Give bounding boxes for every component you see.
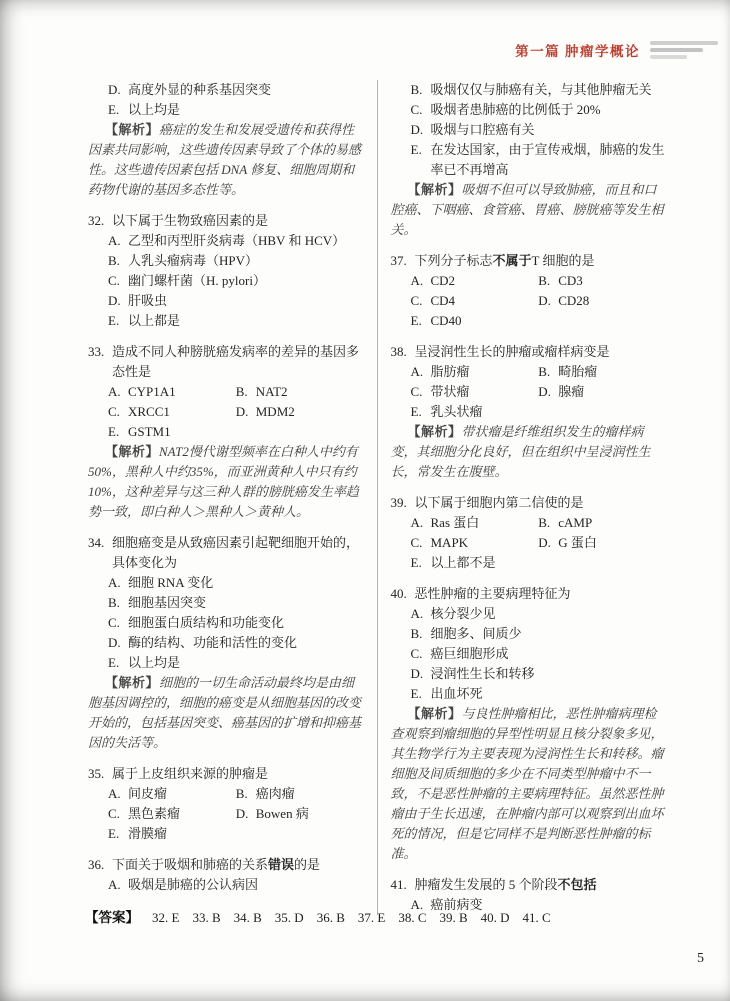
- question-stem: [88, 211, 364, 231]
- option-text: 滑膜瘤: [128, 826, 168, 841]
- stem-segment: 细胞癌变是从致癌因素引起靶细胞开始的，具体变化为: [112, 535, 360, 570]
- option-label: A.: [410, 606, 424, 621]
- option-text: CD3: [558, 273, 583, 288]
- option-label: E.: [410, 142, 422, 157]
- option: [411, 120, 667, 140]
- stem-segment: 以下属于生物致癌因素的是: [112, 213, 269, 228]
- answer-item: 40. D: [480, 910, 510, 925]
- option: [108, 593, 364, 613]
- question-stem: [88, 342, 364, 382]
- option-label: D.: [108, 635, 121, 650]
- option: [108, 382, 236, 402]
- page-header: [0, 40, 718, 60]
- option: [108, 613, 364, 633]
- option-label: A.: [108, 877, 121, 892]
- option-text: 幽门螺杆菌（H. pylori）: [128, 273, 266, 288]
- question-stem: [88, 533, 364, 573]
- stem-segment: 下列分子标志: [414, 253, 493, 268]
- options-group: [88, 231, 364, 331]
- option-label: A.: [108, 575, 121, 590]
- page-number: 5: [697, 951, 704, 966]
- option: [236, 382, 364, 402]
- option-text: 吸烟与口腔癌有关: [430, 122, 535, 137]
- option-text: 人乳头瘤病毒（HPV）: [128, 253, 259, 268]
- stem-segment: 呈浸润性生长的肿瘤或瘤样病变是: [414, 344, 610, 359]
- analysis-text: NAT2慢代谢型频率在白种人中约有50%，黑种人中约35%，而亚洲黄种人中只有约10%，这种差异与这三种人群的膀胱癌发生率趋势一致，即白种人＞黑种人＞黄种人。: [88, 444, 359, 519]
- content-area: [88, 80, 666, 912]
- option-label: D.: [108, 82, 121, 97]
- analysis-text: 带状瘤是纤维组织发生的瘤样病变，其细胞分化良好，但在组织中呈浸润性生长，常发生在腹壁。: [390, 424, 651, 479]
- option-text: CD28: [558, 293, 590, 308]
- stem-segment: 肿瘤发生发展的 5 个阶段: [414, 877, 558, 892]
- stem-segment: 错误: [268, 857, 295, 872]
- analysis-text: 与良性肿瘤相比，恶性肿瘤病理检查观察到瘤细胞的异型性明显且核分裂象多见，其生物学行为主要表现为浸润性生长和转移。瘤细胞及间质细胞的多少在不同类型肿瘤中不一致，不是恶性肿瘤的主要病理特征。虽然恶性肿瘤由于生长迅速，在肿瘤内部可以观察到出血坏死的情况，但是它同样不是判断恶性肿瘤的标准。: [390, 706, 664, 861]
- analysis-text: 癌症的发生和发展受遗传和获得性因素共同影响，这些遗传因素导致了个体的易感性。这些遗传因素包括 DNA 修复、细胞周期和药物代谢的基因多态性等。: [88, 122, 362, 197]
- option-label: D.: [235, 806, 249, 821]
- question-number: 41.: [390, 877, 407, 892]
- option-text: 吸烟者患肺癌的比例低于 20%: [430, 102, 601, 117]
- option-text: 间皮瘤: [128, 786, 168, 801]
- answer-item: 39. B: [439, 910, 468, 925]
- options-group: [88, 875, 364, 895]
- option-text: 细胞蛋白质结构和功能变化: [128, 615, 285, 630]
- option: [108, 100, 364, 120]
- option-text: 乳头状瘤: [430, 404, 483, 419]
- option: [411, 604, 667, 624]
- question-number: 38.: [390, 344, 407, 359]
- question-number: 36.: [88, 857, 105, 872]
- question-block: [88, 533, 364, 753]
- answer-item: 36. B: [316, 910, 345, 925]
- analysis-text: 细胞的一切生命活动最终均是由细胞基因调控的，细胞的癌变是从细胞基因的改变开始的，包括基因突变、癌基因的扩增和抑癌基因的失活等。: [88, 675, 362, 750]
- option-label: A.: [108, 384, 121, 399]
- option-text: 以上都是: [128, 313, 181, 328]
- option-text: CD2: [430, 273, 456, 288]
- option-label: C.: [108, 404, 120, 419]
- option-text: 以上均是: [128, 655, 181, 670]
- analysis-paragraph: [391, 180, 667, 240]
- option-label: B.: [410, 626, 423, 641]
- option-text: Bowen 病: [255, 806, 309, 821]
- option-text: 在发达国家，由于宣传戒烟，肺癌的发生率已不再增高: [430, 142, 665, 177]
- option: [538, 362, 666, 382]
- analysis-label: 【解析】: [105, 675, 160, 690]
- option: [236, 804, 364, 824]
- option: [108, 875, 364, 895]
- option: [538, 513, 666, 533]
- option: [411, 533, 539, 553]
- question-number: 34.: [88, 535, 105, 550]
- answer-item: 34. B: [233, 910, 262, 925]
- analysis-label: 【解析】: [407, 182, 462, 197]
- option: [108, 824, 236, 844]
- analysis-label: 【解析】: [407, 706, 462, 721]
- option: [108, 653, 364, 673]
- right-column: [391, 80, 667, 915]
- answer-item: 35. D: [274, 910, 304, 925]
- option: [108, 804, 236, 824]
- option-text: 细胞 RNA 变化: [128, 575, 214, 590]
- options-group: [88, 573, 364, 673]
- option-label: E.: [108, 102, 120, 117]
- option-label: C.: [410, 384, 423, 399]
- option-label: A.: [410, 273, 424, 288]
- option-label: B.: [108, 253, 120, 268]
- option-text: 以上都不是: [430, 555, 496, 570]
- option: [411, 80, 667, 100]
- option-text: 癌前病变: [430, 897, 483, 912]
- options-group: [391, 271, 667, 331]
- option: [108, 422, 236, 442]
- options-group: [391, 513, 667, 573]
- question-block: [88, 211, 364, 331]
- option: [108, 573, 364, 593]
- option-label: A.: [108, 233, 121, 248]
- option: [411, 100, 667, 120]
- option: [538, 291, 666, 311]
- analysis-paragraph: [391, 422, 667, 482]
- option: [108, 291, 364, 311]
- option-text: CYP1A1: [128, 384, 176, 399]
- option-label: B.: [538, 273, 551, 288]
- stem-segment: 以下属于细胞内第二信使的是: [414, 495, 584, 510]
- option: [411, 271, 539, 291]
- question-number: 40.: [390, 586, 407, 601]
- option-label: C.: [108, 273, 120, 288]
- option-label: B.: [538, 364, 551, 379]
- option-text: G 蛋白: [558, 535, 597, 550]
- options-group: [88, 382, 364, 442]
- option: [411, 140, 667, 180]
- question-number: 39.: [390, 495, 407, 510]
- page-header-title: 第一篇 肿瘤学概论: [515, 44, 640, 59]
- option: [538, 271, 666, 291]
- option-text: MAPK: [430, 535, 469, 550]
- analysis-text: 吸烟不但可以导致肺癌，而且和口腔癌、下咽癌、食管癌、胃癌、膀胱癌等发生相关。: [390, 182, 664, 237]
- option-label: E.: [410, 313, 422, 328]
- analysis-label: 【解析】: [105, 122, 160, 137]
- option-text: 带状瘤: [430, 384, 470, 399]
- option-text: 吸烟仅仅与肺癌有关，与其他肿瘤无关: [430, 82, 652, 97]
- stem-segment: 不属于: [492, 253, 532, 268]
- option-text: 肝吸虫: [128, 293, 168, 308]
- question-block: [391, 584, 667, 864]
- question-stem: [88, 764, 364, 784]
- option-label: D.: [538, 535, 551, 550]
- analysis-label: 【解析】: [105, 444, 160, 459]
- answer-item: 33. B: [192, 910, 221, 925]
- option-label: B.: [235, 786, 248, 801]
- option: [411, 311, 539, 331]
- option-text: 脂肪瘤: [430, 364, 470, 379]
- question-stem: [391, 875, 667, 895]
- stem-segment: 的是: [294, 857, 321, 872]
- option-label: A.: [108, 786, 121, 801]
- option-label: D.: [235, 404, 249, 419]
- analysis-label: 【解析】: [407, 424, 462, 439]
- question-stem: [391, 584, 667, 604]
- option-label: D.: [410, 666, 424, 681]
- option: [411, 402, 539, 422]
- option-label: C.: [410, 102, 423, 117]
- stem-segment: 属于上皮组织来源的肿瘤是: [112, 766, 269, 781]
- option: [411, 382, 539, 402]
- option: [108, 231, 364, 251]
- option-label: C.: [108, 806, 120, 821]
- option: [236, 784, 364, 804]
- option: [108, 251, 364, 271]
- option-text: cAMP: [558, 515, 593, 530]
- option-text: NAT2: [255, 384, 288, 399]
- options-group: [391, 80, 667, 180]
- option-text: 癌巨细胞形成: [430, 646, 509, 661]
- option: [411, 624, 667, 644]
- answer-values: [152, 910, 551, 926]
- option-text: CD40: [430, 313, 462, 328]
- option-label: D.: [108, 293, 121, 308]
- option-label: B.: [235, 384, 248, 399]
- option-text: 吸烟是肺癌的公认病因: [128, 877, 259, 892]
- answer-item: 37. E: [357, 910, 386, 925]
- question-block: [391, 342, 667, 482]
- question-number: 37.: [390, 253, 407, 268]
- option-text: 浸润性生长和转移: [430, 666, 535, 681]
- option: [108, 80, 364, 100]
- option-text: 核分裂少见: [430, 606, 496, 621]
- option-text: XRCC1: [128, 404, 170, 419]
- option-label: C.: [108, 615, 120, 630]
- options-group: [391, 362, 667, 422]
- option-text: CD4: [430, 293, 456, 308]
- question-number: 33.: [88, 344, 105, 359]
- option-label: B.: [108, 595, 120, 610]
- stem-segment: 恶性肿瘤的主要病理特征为: [414, 586, 571, 601]
- option-label: D.: [410, 122, 424, 137]
- option-label: E.: [410, 555, 422, 570]
- question-block: [391, 251, 667, 331]
- option: [411, 684, 667, 704]
- analysis-paragraph: [88, 673, 364, 753]
- option-text: 酶的结构、功能和活性的变化: [128, 635, 298, 650]
- answer-item: 41. C: [522, 910, 551, 925]
- option: [236, 402, 364, 422]
- option-label: D.: [538, 384, 551, 399]
- answer-line: [85, 906, 551, 926]
- option-text: 腺瘤: [558, 384, 585, 399]
- option-text: 乙型和丙型肝炎病毒（HBV 和 HCV）: [128, 233, 346, 248]
- option-label: E.: [108, 826, 120, 841]
- question-stem: [391, 251, 667, 271]
- option: [538, 533, 666, 553]
- option-label: C.: [410, 293, 423, 308]
- option-label: C.: [410, 535, 423, 550]
- option-label: E.: [410, 404, 422, 419]
- analysis-paragraph: [88, 120, 364, 200]
- option-label: E.: [108, 655, 120, 670]
- option: [411, 362, 539, 382]
- options-group: [88, 784, 364, 844]
- option-text: GSTM1: [128, 424, 171, 439]
- question-number: 35.: [88, 766, 105, 781]
- header-decoration-bars: [650, 41, 718, 59]
- answer-item: 32. E: [152, 910, 180, 925]
- option-text: 出血坏死: [430, 686, 483, 701]
- stem-segment: T 细胞的是: [531, 253, 595, 268]
- option-text: 细胞多、间质少: [430, 626, 522, 641]
- option-text: MDM2: [255, 404, 295, 419]
- option-text: 黑色素瘤: [128, 806, 181, 821]
- option: [411, 291, 539, 311]
- answer-item: 38. C: [398, 910, 427, 925]
- option-text: 高度外显的种系基因突变: [128, 82, 272, 97]
- question-stem: [88, 855, 364, 875]
- option-text: 以上均是: [128, 102, 181, 117]
- option-text: 细胞基因突变: [128, 595, 207, 610]
- option-text: Ras 蛋白: [430, 515, 480, 530]
- option: [538, 382, 666, 402]
- option: [108, 402, 236, 422]
- options-group: [88, 80, 364, 120]
- option-label: E.: [108, 313, 120, 328]
- stem-segment: 下面关于吸烟和肺癌的关系: [112, 857, 269, 872]
- left-column: [88, 80, 364, 915]
- option-label: D.: [538, 293, 551, 308]
- question-block: [88, 764, 364, 844]
- option-label: E.: [108, 424, 120, 439]
- option-label: C.: [410, 646, 423, 661]
- option: [411, 553, 539, 573]
- question-block: [88, 342, 364, 522]
- option: [108, 633, 364, 653]
- option: [108, 311, 364, 331]
- options-group: [391, 604, 667, 704]
- stem-segment: 不包括: [557, 877, 597, 892]
- stem-segment: 造成不同人种膀胱癌发病率的差异的基因多态性是: [112, 344, 360, 379]
- question-number: 32.: [88, 213, 105, 228]
- question-stem: [391, 342, 667, 362]
- option-label: B.: [538, 515, 551, 530]
- option-label: A.: [410, 897, 424, 912]
- option-label: B.: [410, 82, 423, 97]
- option: [108, 784, 236, 804]
- question-block: [391, 493, 667, 573]
- option: [108, 271, 364, 291]
- analysis-paragraph: [391, 704, 667, 864]
- option-text: 癌肉瘤: [255, 786, 295, 801]
- analysis-paragraph: [88, 442, 364, 522]
- option-label: A.: [410, 515, 424, 530]
- option-label: E.: [410, 686, 422, 701]
- option: [411, 513, 539, 533]
- answers-label: 【答案】: [85, 910, 139, 925]
- option: [411, 644, 667, 664]
- option-text: 畸胎瘤: [558, 364, 598, 379]
- question-stem: [391, 493, 667, 513]
- option-label: A.: [410, 364, 424, 379]
- column-divider: [377, 80, 378, 915]
- question-block: [88, 855, 364, 895]
- option: [411, 664, 667, 684]
